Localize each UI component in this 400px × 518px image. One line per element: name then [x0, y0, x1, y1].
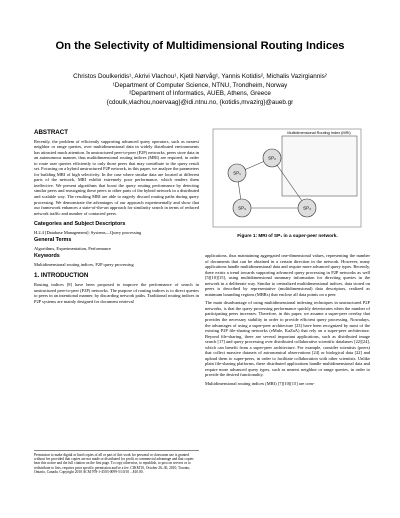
general-terms-text: Algorithms, Experimentation, Performance	[34, 245, 111, 251]
node-sp3	[233, 199, 251, 217]
general-terms-heading: General Terms	[34, 237, 72, 244]
affiliation-2: ²Department of Informatics, AUEB, Athens, Greece	[129, 90, 271, 98]
copyright-footnote: Permission to make digital or hard copies of all or part of this work for personal or classroom use is granted without fee provided that copies are not made or distributed for profit or commercial advantage and that copies bear this notice and the full citation on the first page. To copy otherwise, to republish, to post on servers or to redistribute to lists, requires prior specific permission and/or a fee. CIKM'10, October 26–30, 2010, Toronto, Ontario, Canada. Copyright 2010 ACM 978-1-4503-0099-5/10/10 ...$10.00.	[34, 450, 199, 474]
abstract-heading: ABSTRACT	[34, 129, 69, 136]
keywords-text: Multidimensional routing indices, P2P query processing	[34, 261, 134, 267]
keywords-heading: Keywords	[34, 253, 60, 260]
right-column	[205, 253, 370, 390]
figure-caption: Figure 1: MRI of SP₁ in a super-peer network.	[237, 233, 338, 238]
intro-text: Routing indices [8] have been proposed to improve the performance of search in unstructured peer-to-peer (P2P) networks. The purpose of routing indices is to direct queries to peers in an intentional manner, by discarding network paths. Traditional routing indices in P2P systems are mainly designed for document retrieval	[34, 282, 199, 304]
left-column	[34, 130, 199, 307]
right-para-1: applications, thus maintaining aggregated one-dimensional values, representing the number of documents that can be obtained in a certain direction in the network. However, many applications handle multidimensional data and require more advanced query types. Recently, there exists a trend towards supporting advanced query processing in P2P networks as well [5][10][15], using multidimensional summary information for directing queries in the network in a deliberate way. Similar to centralized multidimensional indices, data stored on peers is described by representative (multidimensional) data descriptors, realized as minimum bounding regions (MBRs) that enclose all data points on a peer.	[205, 253, 370, 297]
author-emails: {cdoulk,vlachou,noervaag}@idi.ntnu.no, {kotidis,mvazirg}@aueb.gr	[106, 98, 294, 106]
node-sp2	[263, 149, 281, 167]
right-para-3: Multidimensional routing indices (MRI) [7][10][15] are com-	[205, 381, 315, 387]
svg-text:SP₁: SP₁	[233, 170, 241, 176]
categories-heading: Categories and Subject Descriptors	[34, 221, 126, 228]
node-sp1	[228, 164, 246, 182]
affiliation-1: ¹Department of Computer Science, NTNU, Trondheim, Norway	[112, 81, 288, 89]
node-sp4	[298, 199, 316, 217]
intro-heading: 1. INTRODUCTION	[34, 272, 89, 280]
svg-text:SP₂: SP₂	[268, 155, 276, 161]
right-para-2: The main disadvantage of using multidimensional indexing techniques in unstructured P2P networks, is that the query processing performance quickly deteriorates when the number of participating peers increases. Therefore, in this paper, we assume a super-peer overlay that provides the necessary stability in order to provide efficient query processing. Nowadays, the advantages of using a super-peer architecture [23] have been recognized by most of the existing P2P file-sharing networks (eMule, KaZaA) that rely on a super-peer architecture. Beyond file-sharing, there are several important applications, such as distributed image search [17] and query processing over distributed collaborative scientific databases [22][24], which can benefit from a super-peer architecture. For example, consider scientists (peers) that collect massive datasets of astronomical observations [24] or biological data [22] and upload them to super-peers, in order to facilitate collaboration with other scientists. Unlike plain file-sharing platforms, these distributed applications handle multidimensional data and require more advanced query types, such as nearest neighbor or range queries, in order to provide the desired functionality.	[205, 300, 370, 378]
paper-title: On the Selectivity of Multidimensional Routing Indices	[55, 40, 345, 52]
mri-box-label: Multidimensional Routing Index (MRI)	[287, 131, 351, 135]
abstract-text: Recently, the problem of efficiently supporting advanced query operators, such as nearest neighbor or range queries, over multidimensional data in widely distributed environments has attracted much attention. In unstructured peer-to-peer (P2P) networks, peers store data in an autonomous manner, thus multidimensional routing indices (MRI) are required, in order to route user queries efficiently to only those peers that may contribute to the query result set. Focusing on a hybrid unstructured P2P network, in this paper, we analyze the parameters for building MRI of high selectivity. In the case where similar data are located at different parts of the network, MRI exhibit extremely poor performance, which renders them ineffective. We present algorithms that boost the query routing performance by detecting similar peers and reassigning these peers to other parts of the hybrid network in a distributed and scalable way. The resulting MRI are able to eagerly discard routing paths during query processing. We demonstrate the advantages of our approach experimentally and show that our framework enhances a state-of-the-art approach for similarity search in terms of reduced network traffic and number of contacted peers.	[34, 138, 199, 216]
svg-text:SP₄: SP₄	[303, 205, 311, 211]
author-block	[0, 73, 400, 107]
author-list: Christos Doulkeridis¹, Akrivi Vlachou¹, Kjetil Nørvåg¹, Yannis Kotidis², Michalis Vazirgiannis²	[73, 73, 327, 80]
categories-text: H.2.4 [Database Management]: Systems—Query processing	[34, 229, 142, 235]
svg-text:SP₃: SP₃	[238, 205, 246, 211]
mri-figure	[212, 128, 362, 228]
